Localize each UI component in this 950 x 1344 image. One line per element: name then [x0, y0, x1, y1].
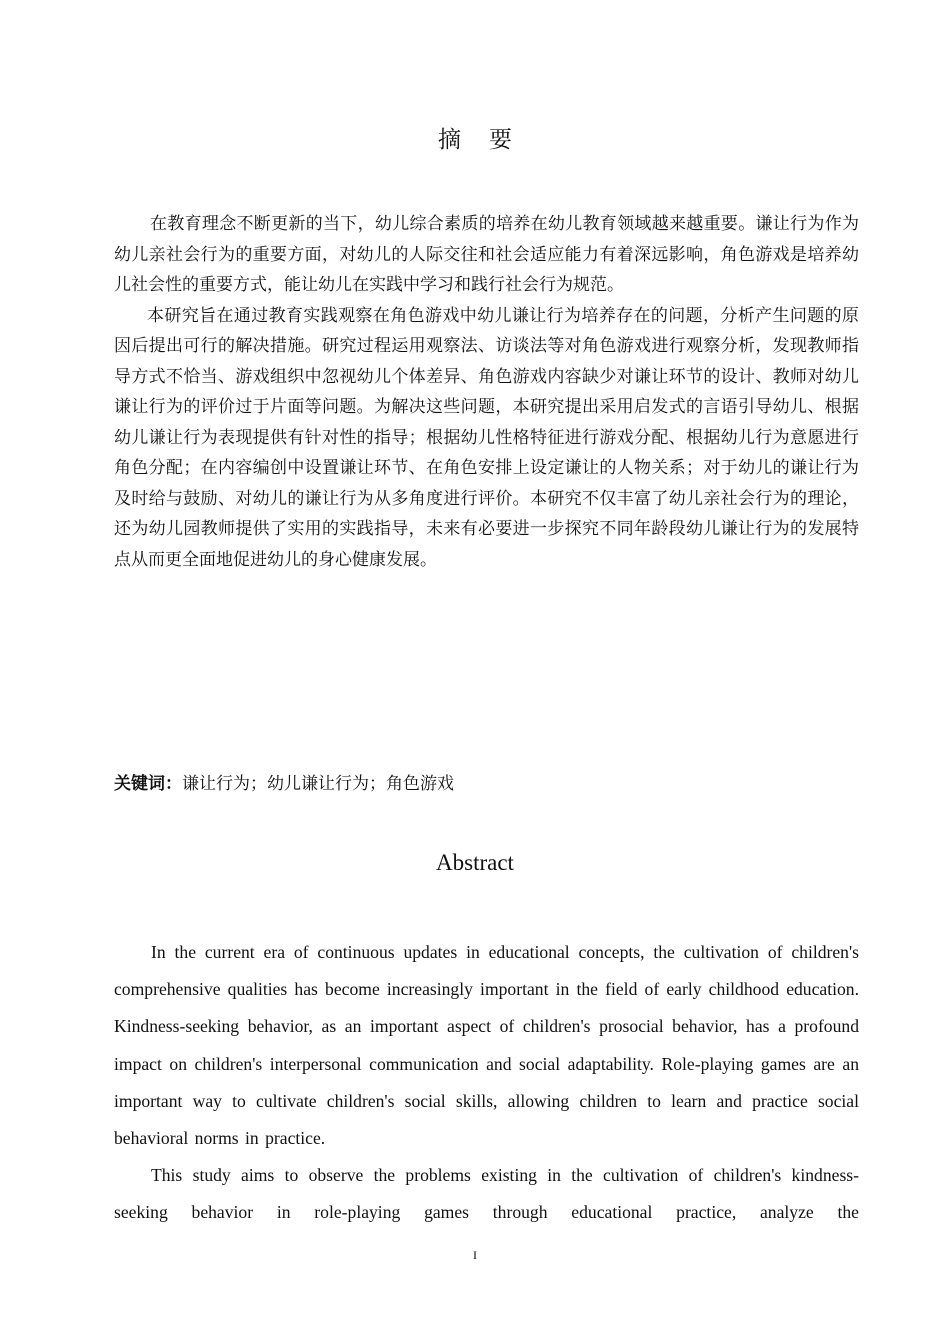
english-abstract-paragraph-1: In the current era of continuous updates in educational concepts, the cultivation of children's comprehensive qualities has become increasingly important in the field of early childhood education. Kindness-seeking behavior, as an important aspect of children's prosocial behavior, has a profound impact on children's interpersonal communication and social adaptability. Role-playing games are an important way to cultivate children's social skills, allowing children to learn and practice social behavioral norms in practice.: [114, 942, 859, 1149]
chinese-abstract-paragraph-2: 本研究旨在通过教育实践观察在角色游戏中幼儿谦让行为培养存在的问题，分析产生问题的原因后提出可行的解决措施。研究过程运用观察法、访谈法等对角色游戏进行观察分析，发现教师指导方式不恰当、游戏组织中忽视幼儿个体差异、角色游戏内容缺少对谦让环节的设计、教师对幼儿谦让行为的评价过于片面等问题。为解决这些问题，本研究提出采用启发式的言语引导幼儿、根据幼儿谦让行为表现提供有针对性的指导；根据幼儿性格特征进行游戏分配、根据幼儿行为意愿进行角色分配；在内容编创中设置谦让环节、在角色安排上设定谦让的人物关系；对于幼儿的谦让行为及时给与鼓励、对幼儿的谦让行为从多角度进行评价。本研究不仅丰富了幼儿亲社会行为的理论，还为幼儿园教师提供了实用的实践指导，未来有必要进一步探究不同年龄段幼儿谦让行为的发展特点从而更全面地促进幼儿的身心健康发展。: [114, 305, 859, 570]
english-abstract-paragraph-2: This study aims to observe the problems existing in the cultivation of children's kindness-seeking behavior in role-playing games through educational practice, analyze the: [114, 1165, 859, 1223]
chinese-abstract-title: 摘要: [438, 127, 540, 153]
english-abstract-title: Abstract: [436, 850, 514, 875]
chinese-abstract-paragraph-1: 在教育理念不断更新的当下，幼儿综合素质的培养在幼儿教育领域越来越重要。谦让行为作为幼儿亲社会行为的重要方面，对幼儿的人际交往和社会适应能力有着深远影响，角色游戏是培养幼儿社会性的重要方式，能让幼儿在实践中学习和践行社会行为规范。: [114, 214, 859, 295]
chinese-keywords: [114, 769, 454, 799]
keywords-label: 关键词：: [114, 774, 182, 794]
keywords-list: 谦让行为；幼儿谦让行为；角色游戏: [182, 774, 454, 794]
page-number: I: [473, 1248, 477, 1262]
english-abstract-body: [114, 934, 859, 1231]
chinese-abstract-body: [114, 209, 859, 575]
